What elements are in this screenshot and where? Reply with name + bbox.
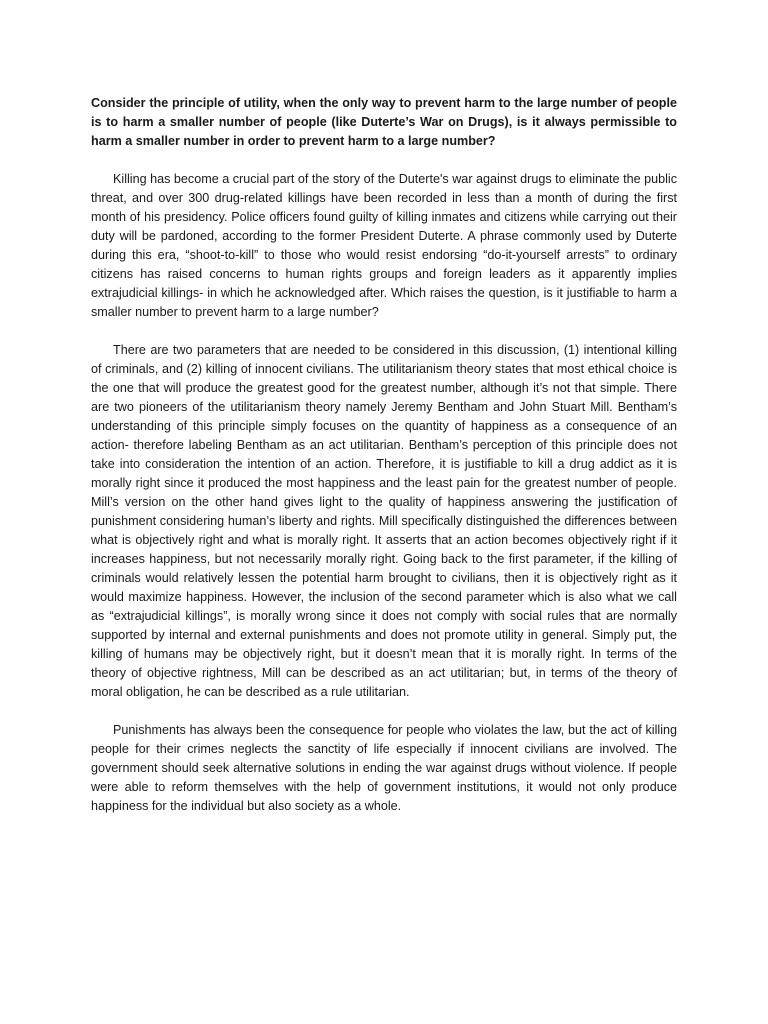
document-body bbox=[91, 94, 677, 835]
paragraph-conclusion: Punishments has always been the consequence for people who violates the law, but the act of killing people for their crimes neglects the sanctity of life especially if innocent civilians are involved. The government should seek alternative solutions in ending the war against drugs without violence. If people were able to reform themselves with the help of government institutions, it would not only produce happiness for the individual but also society as a whole. bbox=[91, 723, 677, 813]
paragraph-utilitarianism-theory: There are two parameters that are needed to be considered in this discussion, (1) intentional killing of criminals, and (2) killing of innocent civilians. The utilitarianism theory states that most ethical choice is the one that will produce the greatest good for the greatest number, although it’s not that simple. There are two pioneers of the utilitarianism theory namely Jeremy Bentham and John Stuart Mill. Bentham’s understanding of this principle simply focuses on the quantity of happiness as a consequence of an action- therefore labeling Bentham as an act utilitarian. Bentham’s perception of this principle does not take into consideration the intention of an action. Therefore, it is justifiable to kill a drug addict as it is morally right since it produced the most happiness and the least pain for the greatest number of people. Mill’s version on the other hand gives light to the quality of happiness answering the justification of punishment considering human’s liberty and rights. Mill specifically distinguished the differences between what is objectively right and what is morally right. It asserts that an action becomes objectively right if it increases happiness, but not necessarily morally right. Going back to the first parameter, if the killing of criminals would relatively lessen the potential harm brought to civilians, then it is objectively right as it would maximize happiness. However, the inclusion of the second parameter which is also what we call as “extrajudicial killings”, is morally wrong since it does not comply with social rules that are normally supported by internal and external punishments and does not promote utility in general. Simply put, the killing of humans may be objectively right, but it doesn’t mean that it is morally right. In terms of the theory of objective rightness, Mill can be described as an act utilitarian; but, in terms of the theory of moral obligation, he can be described as a rule utilitarian. bbox=[91, 343, 677, 699]
essay-question: Consider the principle of utility, when the only way to prevent harm to the large number of people is to harm a smaller number of people (like Duterte’s War on Drugs), is it always permissible to harm a smaller number in order to prevent harm to a large number? bbox=[91, 96, 677, 148]
paragraph-duterte-war-on-drugs: Killing has become a crucial part of the story of the Duterte's war against drugs to eliminate the public threat, and over 300 drug-related killings have been recorded in less than a month of during the first month of his presidency. Police officers found guilty of killing inmates and citizens while carrying out their duty will be pardoned, according to the former President Duterte. A phrase commonly used by Duterte during this era, “shoot-to-kill” to those who would resist endorsing “do-it-yourself arrests” to ordinary citizens has raised concerns to human rights groups and foreign leaders as it apparently implies extrajudicial killings- in which he acknowledged after. Which raises the question, is it justifiable to harm a smaller number to prevent harm to a large number? bbox=[91, 172, 677, 319]
